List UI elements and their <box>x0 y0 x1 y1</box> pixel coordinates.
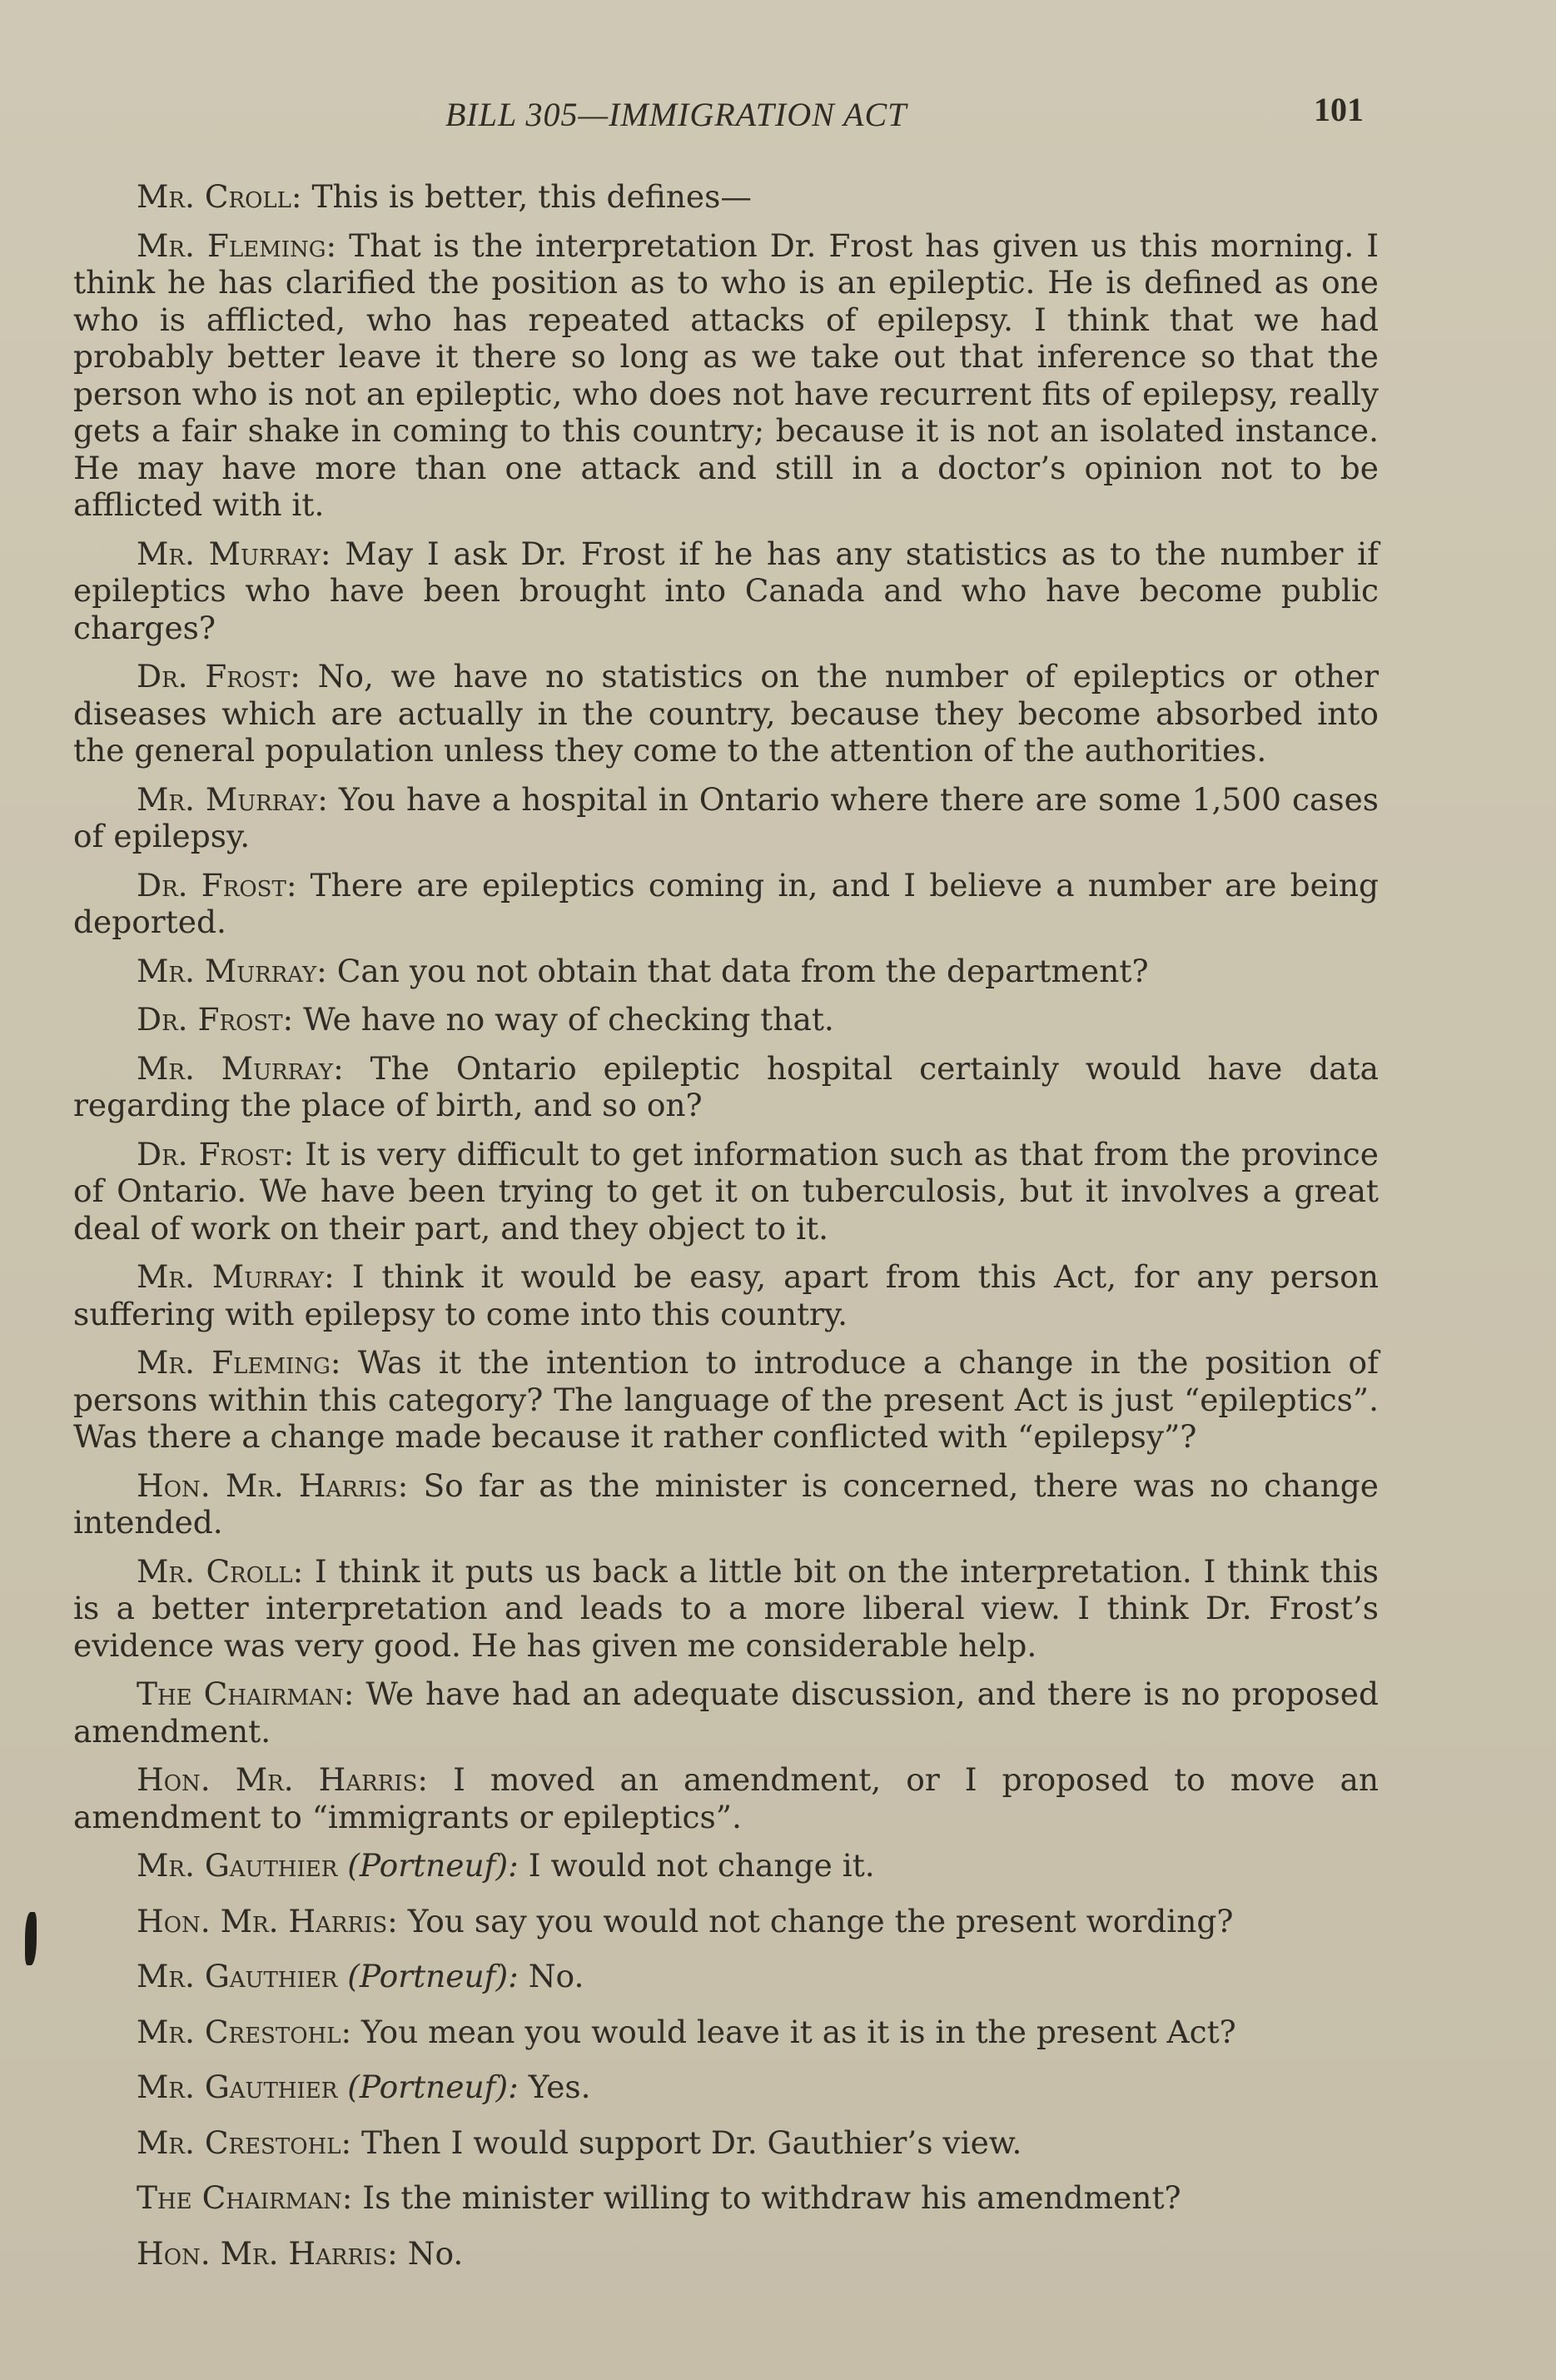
speaker: Hon. Mr. Harris: <box>137 1466 409 1504</box>
page-number: 101 <box>1314 91 1364 128</box>
speaker: Mr. Murray: <box>137 1049 344 1087</box>
speech-text: So far as the minister is concerned, there was no change intended. <box>73 1466 1379 1541</box>
speaker: Mr. Murray: <box>137 952 327 989</box>
speech-text: I think it would be easy, apart from this Act, for any person suffering with epilepsy to come into this country. <box>73 1258 1380 1332</box>
speaker: Mr. Croll: <box>137 178 302 215</box>
speaker: Mr. Gauthier <box>137 2069 338 2105</box>
speaker: Dr. Frost: <box>137 1001 294 1038</box>
speaker: Dr. Frost: <box>137 1135 295 1173</box>
paragraph <box>73 1958 1379 1995</box>
paragraph <box>73 1001 1379 1038</box>
speaker: Mr. Croll: <box>137 1552 304 1590</box>
speaker: Dr. Frost: <box>137 658 301 695</box>
speech-text: You say you would not change the present wording? <box>407 1902 1234 1939</box>
speaker: Mr. Crestohl: <box>137 2124 352 2161</box>
paragraph <box>73 953 1379 990</box>
speech-text: Was it the intention to introduce a change in the position of persons within this category? The language of the present Act is just “epileptics”. Was there a change made because it rather conflicted with “epilepsy”? <box>73 1344 1380 1455</box>
speech-text: No, we have no statistics on the number of epileptics or other diseases which are actually in the country, because they become absorbed into the general population unless they come to the attention of the authorities. <box>73 658 1379 769</box>
speech-text: May I ask Dr. Frost if he has any statistics as to the number if epileptics who have been brought into Canada and who have become public charges? <box>73 535 1380 646</box>
speaker: Mr. Fleming: <box>137 227 337 264</box>
paragraph <box>73 1903 1379 1940</box>
speech-text: It is very difficult to get information such as that from the province of Ontario. We have been trying to get it on tuberculosis, but it involves a great deal of work on their part, and they object to it. <box>73 1135 1380 1247</box>
paragraph <box>73 2014 1379 2051</box>
paragraph <box>73 658 1379 769</box>
paragraph <box>73 2235 1379 2273</box>
speech-text: Is the minister willing to withdraw his amendment? <box>362 2179 1181 2216</box>
paragraph <box>73 781 1379 855</box>
paragraph <box>73 1344 1379 1456</box>
speech-text: I think it puts us back a little bit on the interpretation. I think this is a better interpretation and leads to a more liberal view. I think Dr. Frost’s evidence was very good. He has given me considerable help. <box>73 1552 1379 1664</box>
paragraph <box>73 1050 1379 1124</box>
riding: (Portneuf): <box>347 2069 519 2105</box>
speech-text: Yes. <box>528 2069 591 2105</box>
speaker: Dr. Frost: <box>137 866 297 904</box>
speech-text: No. <box>407 2234 464 2272</box>
speaker: Mr. Gauthier <box>137 1958 338 1994</box>
speaker: The Chairman: <box>137 1675 355 1712</box>
paragraph <box>73 227 1379 524</box>
speech-text: We have no way of checking that. <box>303 1001 834 1038</box>
speaker: Mr. Gauthier <box>137 1847 338 1884</box>
speaker: Hon. Mr. Harris: <box>137 1761 429 1798</box>
paragraph <box>73 1258 1379 1332</box>
speaker: Mr. Murray: <box>137 1258 335 1295</box>
speech-text: The Ontario epileptic hospital certainly would have data regarding the place of birth, and so on? <box>73 1049 1380 1123</box>
speech-text: No. <box>528 1958 584 1994</box>
speech-text: You have a hospital in Ontario where there are some 1,500 cases of epilepsy. <box>73 780 1379 854</box>
speaker: Hon. Mr. Harris: <box>137 2234 398 2272</box>
speech-text: I moved an amendment, or I proposed to move an amendment to “immigrants or epileptics”. <box>73 1761 1379 1835</box>
transcript-body <box>73 178 1379 2290</box>
speech-text: We have had an adequate discussion, and there is no proposed amendment. <box>73 1675 1379 1750</box>
paragraph <box>73 1675 1379 1750</box>
running-title: BILL 305—IMMIGRATION ACT <box>445 96 907 133</box>
paragraph <box>73 1761 1379 1835</box>
speech-text: I would not change it. <box>528 1847 875 1884</box>
paragraph <box>73 1847 1379 1885</box>
riding: (Portneuf): <box>347 1958 519 1994</box>
speech-text: You mean you would leave it as it is in the present Act? <box>361 2013 1236 2050</box>
speaker: Mr. Fleming: <box>137 1344 341 1381</box>
paragraph <box>73 535 1379 647</box>
paragraph <box>73 2069 1379 2106</box>
page-header <box>0 90 1556 140</box>
speaker: Mr. Murray: <box>137 780 328 818</box>
speech-text: Can you not obtain that data from the department? <box>336 952 1149 989</box>
speaker: Mr. Crestohl: <box>137 2013 352 2050</box>
paragraph <box>73 867 1379 941</box>
speaker: The Chairman: <box>137 2179 353 2216</box>
binding-mark <box>25 1912 37 1965</box>
riding: (Portneuf): <box>347 1847 519 1884</box>
speech-text: That is the interpretation Dr. Frost has given us this morning. I think he has clarified the position as to who is an epileptic. He is defined as one who is afflicted, who has repeated attacks of epilepsy. I think that we had probably better leave it there so long as we take out that inference so that the person who is not an epileptic, who does not have recurrent fits of epilepsy, really gets a fair shake in coming to this country; because it is not an isolated instance. He may have more than one attack and still in a doctor’s opinion not to be afflicted with it. <box>73 227 1380 523</box>
paragraph <box>73 1136 1379 1247</box>
paragraph <box>73 178 1379 216</box>
speech-text: There are epileptics coming in, and I believe a number are being deported. <box>73 866 1379 940</box>
paragraph <box>73 2179 1379 2217</box>
paragraph <box>73 1553 1379 1665</box>
speech-text: This is better, this defines— <box>311 178 752 215</box>
speech-text: Then I would support Dr. Gauthier’s view. <box>361 2124 1022 2161</box>
paragraph <box>73 2124 1379 2162</box>
speaker: Mr. Murray: <box>137 535 331 572</box>
speaker: Hon. Mr. Harris: <box>137 1902 398 1939</box>
paragraph <box>73 1467 1379 1541</box>
